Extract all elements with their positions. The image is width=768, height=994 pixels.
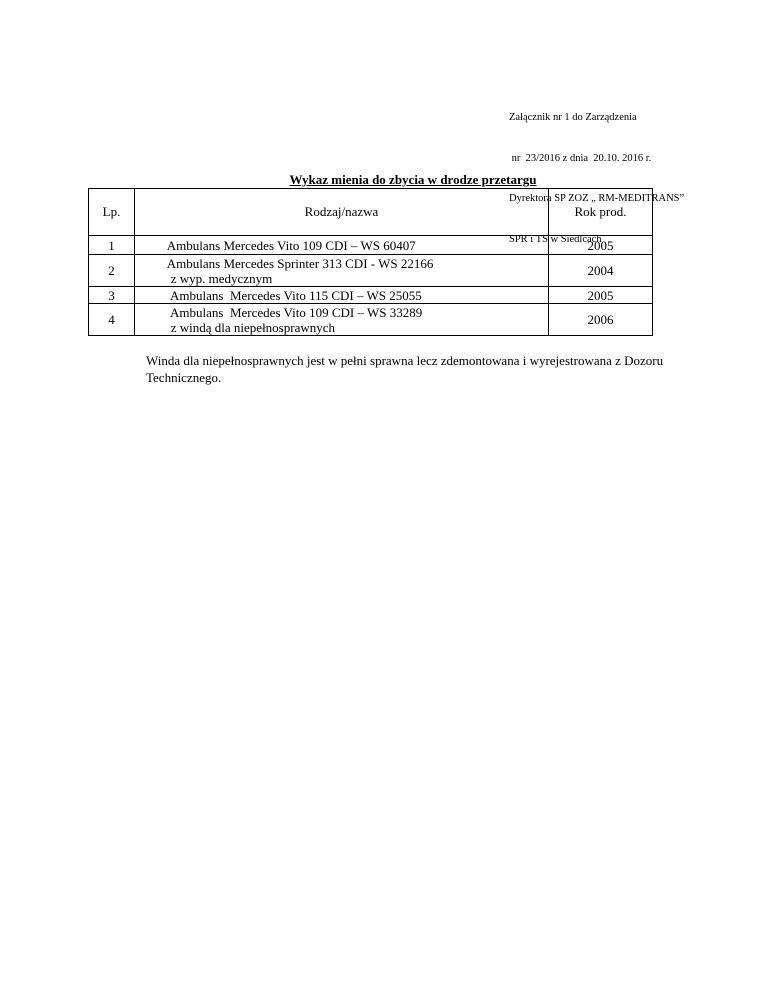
row-lp: 2 — [89, 255, 135, 287]
row-name — [135, 287, 549, 304]
row-name — [135, 255, 549, 287]
attachment-note-line: Załącznik nr 1 do Zarządzenia — [509, 112, 637, 123]
row-lp: 1 — [89, 236, 135, 255]
attachment-note-line: nr 23/2016 z dnia 20.10. 2016 r. — [509, 152, 652, 164]
attachment-note-line: SPR i TS w Siedlcach — [509, 233, 602, 245]
column-header-lp: Lp. — [89, 189, 135, 236]
row-lp: 3 — [89, 287, 135, 304]
lift-note: Winda dla niepełnosprawnych jest w pełni sprawna lecz zdemontowana i wyrejestrowana z Dozoru Technicznego. — [146, 353, 664, 385]
row-year: 2005 — [549, 287, 653, 304]
row-name — [135, 304, 549, 336]
row-name-line: z wyp. medycznym — [135, 270, 273, 286]
row-lp: 4 — [89, 304, 135, 336]
column-header-name: Rodzaj/nazwa — [135, 189, 549, 236]
table-row — [89, 236, 653, 255]
property-table — [88, 188, 653, 336]
row-name-line: Ambulans Mercedes Vito 109 CDI – WS 33289 — [135, 304, 423, 320]
row-name — [135, 236, 549, 255]
document-title: Wykaz mienia do zbycia w drodze przetargu — [289, 172, 537, 187]
row-name-line: Ambulans Mercedes Vito 115 CDI – WS 25055 — [135, 287, 422, 303]
row-name-line: Ambulans Mercedes Vito 109 CDI – WS 60407 — [135, 237, 416, 253]
table-row — [89, 304, 653, 336]
row-name-line: Ambulans Mercedes Sprinter 313 CDI - WS 22166 — [135, 255, 434, 271]
row-name-line: z windą dla niepełnosprawnych — [135, 319, 336, 335]
table-row — [89, 287, 653, 304]
row-year: 2004 — [549, 255, 653, 287]
attachment-note-line: Dyrektora SP ZOZ „ RM-MEDITRANS” — [509, 193, 685, 204]
row-year: 2005 — [549, 236, 653, 255]
table-row — [89, 255, 653, 287]
table-header-row — [89, 189, 653, 236]
column-header-year: Rok prod. — [549, 189, 653, 236]
row-year: 2006 — [549, 304, 653, 336]
